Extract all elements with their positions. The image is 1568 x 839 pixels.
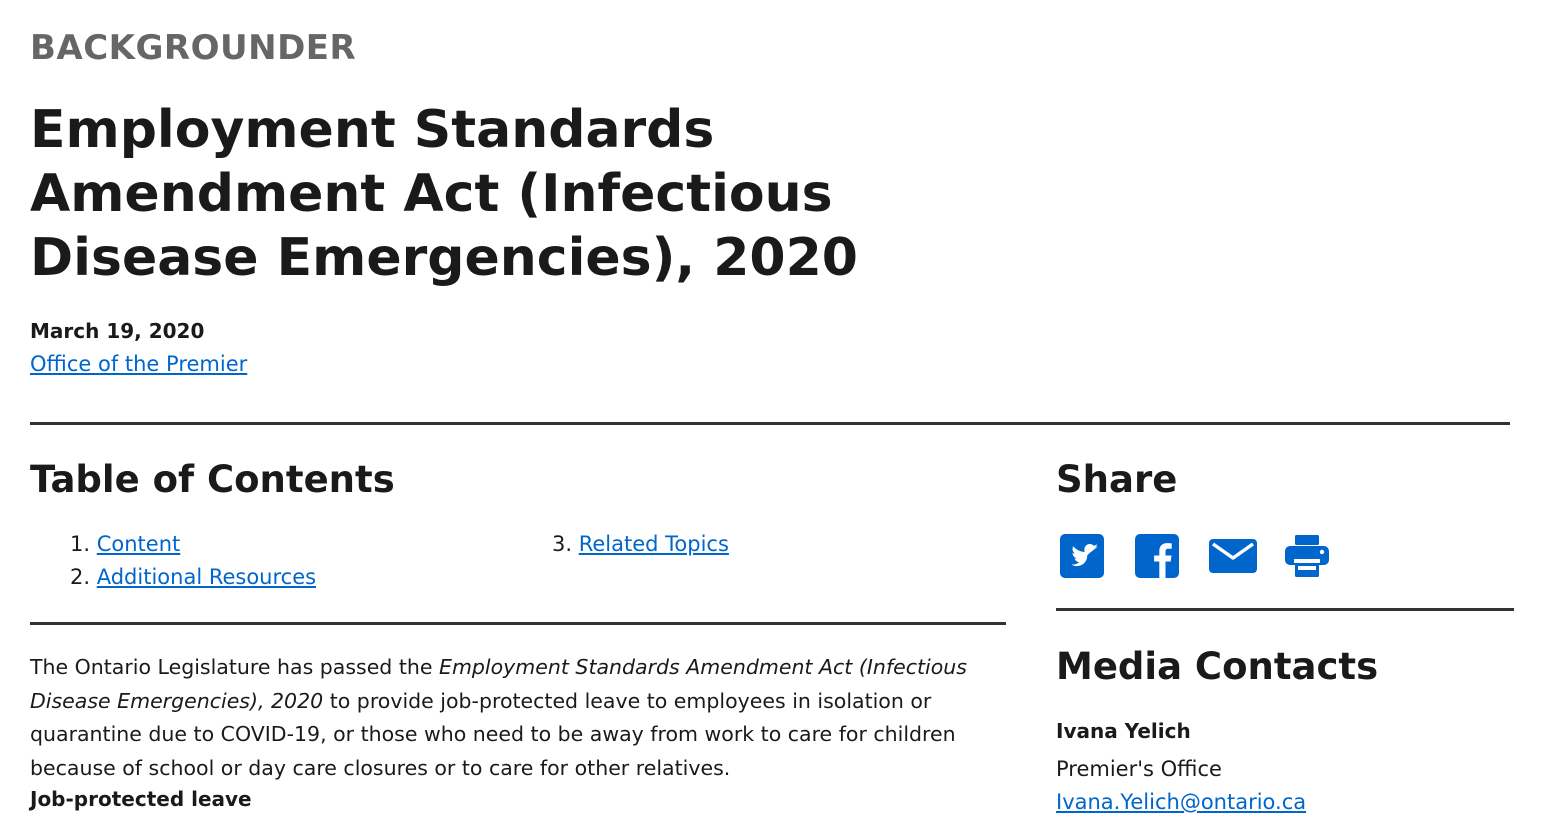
- page-title: Employment Standards Amendment Act (Infectious Disease Emergencies), 2020: [30, 100, 858, 288]
- toc-item-number: 2.: [70, 565, 91, 589]
- share-heading: Share: [1056, 458, 1178, 501]
- toc-link-related-topics[interactable]: Related Topics: [578, 532, 729, 556]
- intro-text: The Ontario Legislature has passed the: [30, 655, 439, 679]
- publish-date: March 19, 2020: [30, 319, 205, 343]
- share-divider: [1056, 608, 1514, 611]
- toc-link-additional-resources[interactable]: Additional Resources: [96, 565, 317, 589]
- section-subheading: Job-protected leave: [30, 787, 252, 811]
- toc-item-content: [70, 532, 180, 556]
- contact-name: Ivana Yelich: [1056, 719, 1191, 743]
- media-contacts-heading: Media Contacts: [1056, 645, 1379, 688]
- header-divider: [30, 422, 1510, 425]
- contact-email-link[interactable]: Ivana.Yelich@ontario.ca: [1056, 790, 1307, 814]
- toc-heading: Table of Contents: [30, 458, 395, 501]
- toc-link-content[interactable]: Content: [96, 532, 181, 556]
- print-icon[interactable]: [1283, 533, 1331, 579]
- email-icon[interactable]: [1208, 533, 1258, 579]
- office-of-premier-link[interactable]: Office of the Premier: [30, 352, 248, 376]
- facebook-icon[interactable]: [1134, 533, 1180, 579]
- act-name: Employment Standards Amendment Act (Infectious Disease Emergencies), 2020: [30, 655, 967, 713]
- article-type-label: BACKGROUNDER: [30, 28, 357, 68]
- twitter-icon[interactable]: [1059, 533, 1105, 579]
- toc-item-additional-resources: [70, 565, 316, 589]
- toc-item-number: 1.: [70, 532, 91, 556]
- toc-divider: [30, 622, 1006, 625]
- intro-text-continued: to provide job-protected leave to employees in isolation or quarantine due to COVID-19, or those who need to be away from work to care for children because of school or day care closures or to care for other relatives.: [30, 688, 956, 780]
- contact-office: Premier's Office: [1056, 757, 1222, 781]
- toc-item-number: 3.: [552, 532, 573, 556]
- toc-item-related-topics: [552, 532, 729, 556]
- intro-paragraph: [30, 651, 1020, 785]
